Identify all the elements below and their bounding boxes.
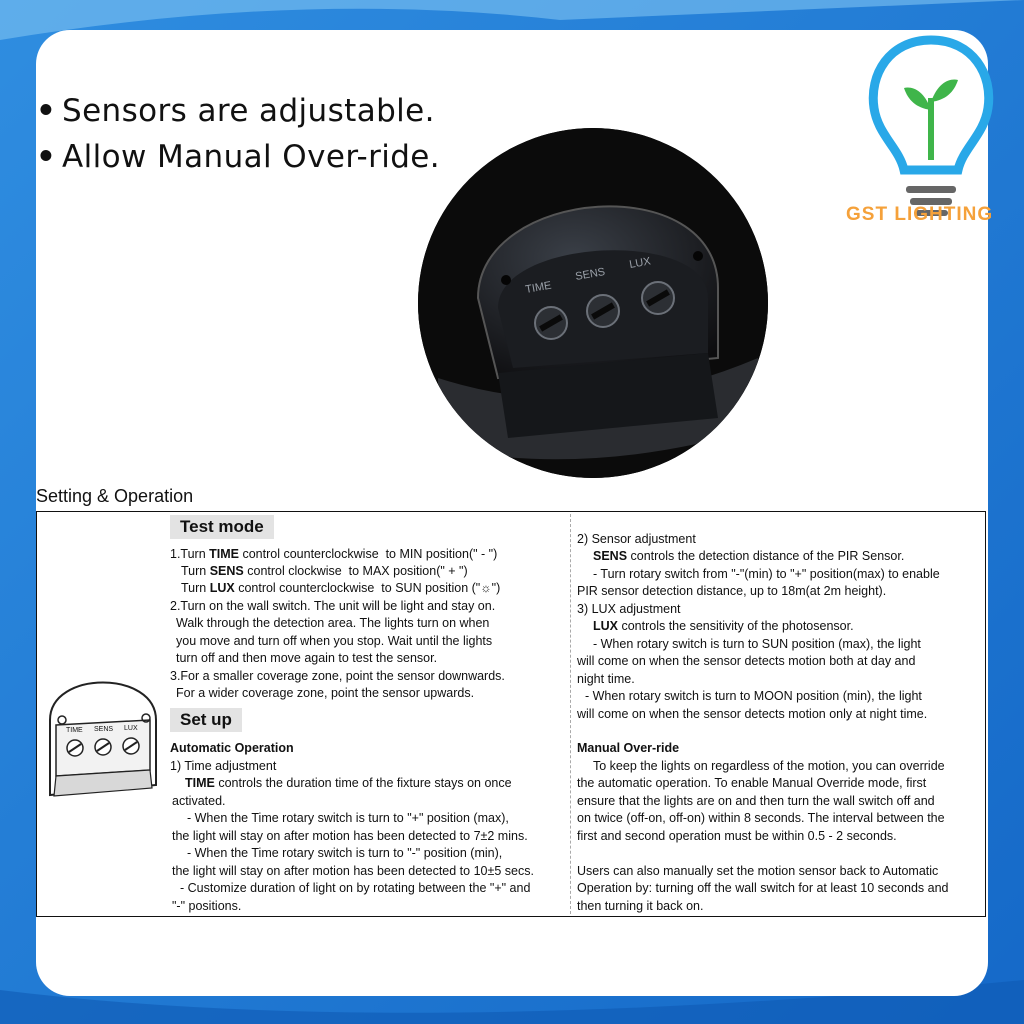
sensor-photo — [418, 128, 768, 478]
right-line-10: - When rotary switch is turn to MOON position (min), the light — [585, 689, 922, 703]
section-title: Setting & Operation — [36, 486, 194, 506]
dial-sens — [587, 295, 619, 327]
sensor-adjust-title: 2) Sensor adjustment — [577, 532, 696, 546]
reset-line-1: Users can also manually set the motion sensor back to Automatic — [577, 864, 939, 878]
thumb-dial — [95, 739, 111, 755]
right-line-6: LUX controls the sensitivity of the photosensor. — [593, 619, 854, 633]
test-line-1: 1.Turn TIME control counterclockwise to MIN position(" - ") — [170, 547, 498, 561]
thumb-label-time: TIME — [66, 727, 83, 734]
test-line-7: turn off and then move again to test the sensor. — [176, 651, 438, 665]
setup-line-5: - When the Time rotary switch is turn to "-" position (min), — [187, 846, 503, 860]
test-line-9: For a wider coverage zone, point the sensor upwards. — [176, 686, 475, 700]
setup-line-7: - Customize duration of light on by rotating between the "+" and — [180, 881, 531, 895]
dial-label-time: TIME — [524, 279, 553, 296]
sensor-device-image — [418, 128, 768, 478]
right-line-9: night time. — [577, 672, 635, 686]
lux-adjust-title: 3) LUX adjustment — [577, 602, 681, 616]
sensor-thumbnail-image — [42, 660, 164, 800]
dial-label-sens: SENS — [574, 265, 607, 283]
setup-line-4: the light will stay on after motion has been detected to 7±2 mins. — [172, 829, 528, 843]
override-line-3: ensure that the lights are on and then turn the wall switch off and — [577, 794, 935, 808]
setup-line-8: "-" positions. — [172, 899, 242, 913]
test-line-5: Walk through the detection area. The lights turn on when — [176, 616, 490, 630]
auto-operation-title: Automatic Operation — [170, 741, 294, 755]
override-line-4: on twice (off-on, off-on) within 8 seconds. The interval between the — [577, 811, 945, 825]
bullet-text: Allow Manual Over-ride. — [62, 139, 441, 175]
right-line-3: - Turn rotary switch from "-"(min) to "+" position(max) to enable — [593, 567, 940, 581]
reset-line-3: then turning it back on. — [577, 899, 704, 913]
bullet-item: • Allow Manual Over-ride. — [36, 139, 441, 175]
test-line-6: you move and turn off when you stop. Wait until the lights — [176, 634, 493, 648]
column-divider — [570, 514, 571, 914]
bullet-text: Sensors are adjustable. — [62, 93, 435, 129]
reset-line-2: Operation by: turning off the wall switch for at least 10 seconds and — [577, 881, 949, 895]
setup-line-6: the light will stay on after motion has been detected to 10±5 secs. — [172, 864, 534, 878]
right-line-4: PIR sensor detection distance, up to 18m(at 2m height). — [577, 584, 887, 598]
bullet-item: • Sensors are adjustable. — [36, 93, 435, 129]
feature-bullets — [36, 88, 440, 180]
thumb-dial — [123, 738, 139, 754]
right-line-11: will come on when the sensor detects motion only at night time. — [577, 707, 928, 721]
test-mode-heading: Test mode — [170, 515, 274, 539]
right-line-2: SENS controls the detection distance of the PIR Sensor. — [593, 549, 905, 563]
thumb-label-sens: SENS — [94, 726, 114, 733]
time-adjust-title: 1) Time adjustment — [170, 759, 277, 773]
lightbulb-logo-icon — [844, 30, 1024, 230]
test-line-3: Turn LUX control counterclockwise to SUN position ("☼") — [181, 581, 501, 595]
test-line-2: Turn SENS control clockwise to MAX position(" + ") — [181, 564, 468, 578]
thumb-dial — [67, 740, 83, 756]
brand-name: GST LIGHTING — [846, 204, 994, 225]
test-line-8: 3.For a smaller coverage zone, point the sensor downwards. — [170, 669, 505, 683]
setup-line-2: activated. — [172, 794, 226, 808]
setup-line-1: TIME controls the duration time of the fixture stays on once — [185, 776, 512, 790]
dial-lux — [642, 282, 674, 314]
set-up-heading: Set up — [170, 708, 242, 732]
override-line-1: To keep the lights on regardless of the motion, you can override — [593, 759, 945, 773]
dial-time — [535, 307, 567, 339]
right-line-8: will come on when the sensor detects motion both at day and — [577, 654, 916, 668]
override-line-2: the automatic operation. To enable Manual Override mode, first — [577, 776, 927, 790]
right-line-7: - When rotary switch is turn to SUN position (max), the light — [593, 637, 921, 651]
setup-line-3: - When the Time rotary switch is turn to "+" position (max), — [187, 811, 509, 825]
thumb-label-lux: LUX — [124, 725, 138, 732]
test-line-4: 2.Turn on the wall switch. The unit will be light and stay on. — [170, 599, 496, 613]
override-line-5: first and second operation must be within 0.5 - 2 seconds. — [577, 829, 897, 843]
manual-override-title: Manual Over-ride — [577, 741, 680, 755]
dial-label-lux: LUX — [628, 255, 652, 271]
